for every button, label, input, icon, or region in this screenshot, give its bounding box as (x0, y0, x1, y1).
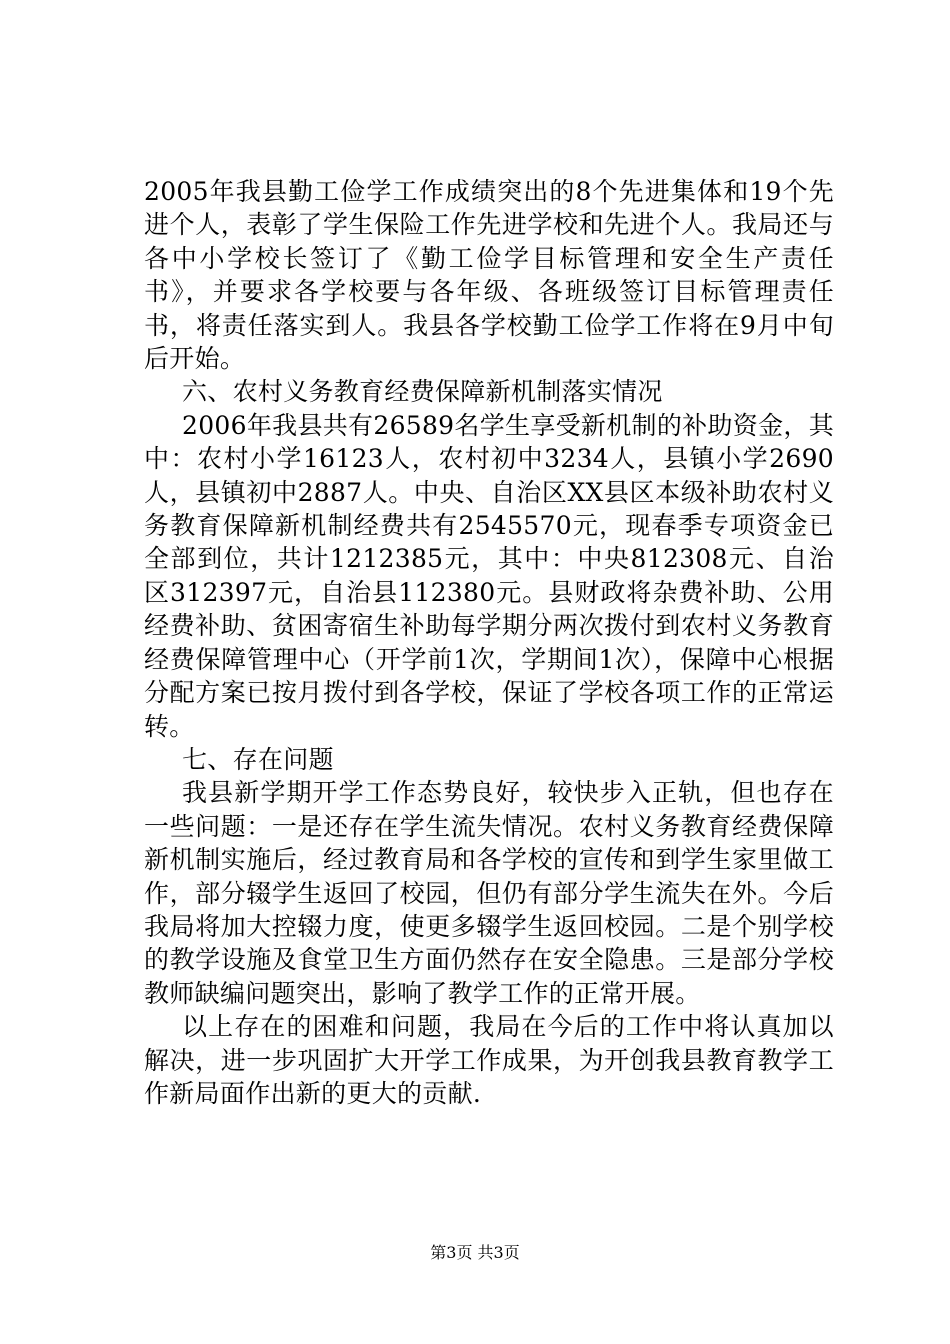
page-footer (0, 1243, 950, 1263)
paragraph-rural-funding: 2006年我县共有26589名学生享受新机制的补助资金，其中：农村小学16123人，农村初中3234人，县镇小学2690人，县镇初中2887人。中央、自治区XX县区本级补助农村义务教育保障新机制经费共有2545570元，现春季专项资金已全部到位，共计1212385元，其中：中央812308元、自治区312397元，自治县112380元。县财政将杂费补助、公用经费补助、贫困寄宿生补助每学期分两次拨付到农村义务教育经费保障管理中心（开学前1次，学期间1次），保障中心根据分配方案已按月拨付到各学校，保证了学校各项工作的正常运转。 (144, 410, 834, 741)
page-number-label: 第3页 共3页 (430, 1243, 520, 1262)
document-body (144, 175, 834, 1110)
section-heading-rural-funding: 六、农村义务教育经费保障新机制落实情况 (182, 377, 663, 407)
paragraph-problems: 我县新学期开学工作态势良好，较快步入正轨，但也存在一些问题：一是还存在学生流失情况。农村义务教育经费保障新机制实施后，经过教育局和各学校的宣传和到学生家里做工作，部分辍学生返回了校园，但仍有部分学生流失在外。今后我局将加大控辍力度，使更多辍学生返回校园。二是个别学校的教学设施及食堂卫生方面仍然存在安全隐患。三是部分学校教师缺编问题突出，影响了教学工作的正常开展。 (144, 778, 834, 1008)
section-heading-problems: 七、存在问题 (182, 744, 334, 774)
paragraph-conclusion: 以上存在的困难和问题，我局在今后的工作中将认真加以解决，进一步巩固扩大开学工作成果，为开创我县教育教学工作新局面作出新的更大的贡献. (144, 1012, 834, 1108)
paragraph-bravery-awards: 2005年我县勤工俭学工作成绩突出的8个先进集体和19个先进个人，表彰了学生保险工作先进学校和先进个人。我局还与各中小学校长签订了《勤工俭学目标管理和安全生产责任书》，并要求各学校要与各年级、各班级签订目标管理责任书，将责任落实到人。我县各学校勤工俭学工作将在9月中旬后开始。 (144, 177, 834, 374)
